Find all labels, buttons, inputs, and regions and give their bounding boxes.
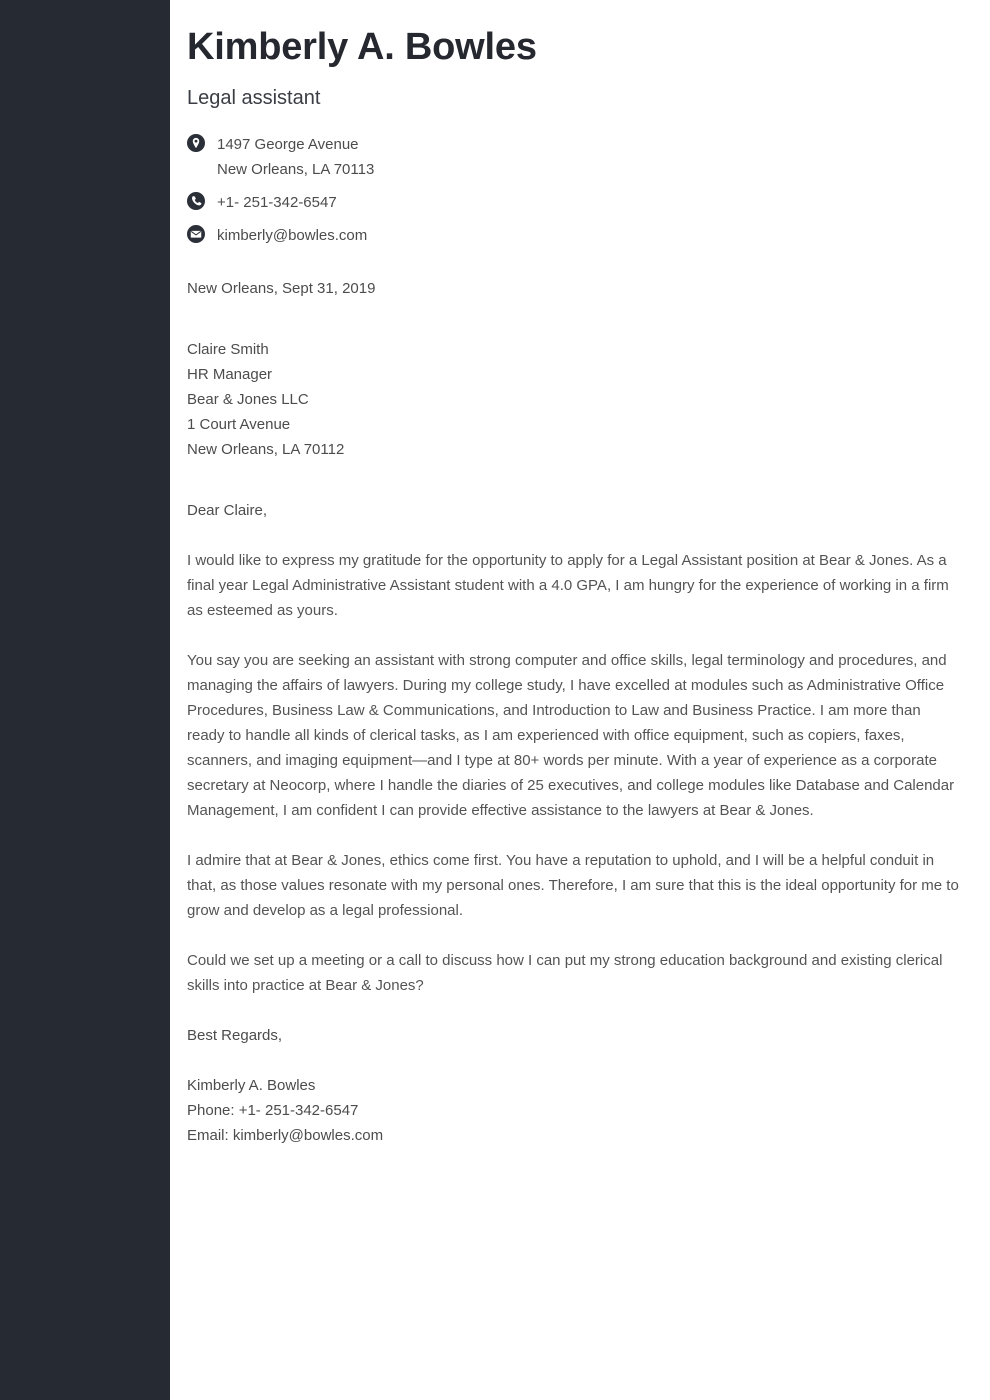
recipient-name: Claire Smith bbox=[187, 340, 269, 358]
date-line: New Orleans, Sept 31, 2019 bbox=[187, 279, 376, 297]
page-title: Kimberly A. Bowles bbox=[187, 26, 537, 68]
signature-block bbox=[187, 1073, 959, 1148]
contact-phone-text bbox=[217, 190, 337, 215]
salutation: Dear Claire, bbox=[187, 501, 268, 519]
envelope-icon bbox=[187, 225, 205, 243]
phone-icon bbox=[187, 192, 205, 210]
letter-content bbox=[170, 0, 990, 1400]
contact-address bbox=[187, 132, 959, 182]
address-line-2: New Orleans, LA 70113 bbox=[217, 160, 375, 178]
job-title: Legal assistant bbox=[187, 86, 321, 109]
recipient-block bbox=[187, 337, 959, 462]
body-paragraph-3: I admire that at Bear & Jones, ethics come first. You have a reputation to uphold, and I will be a helpful conduit in that, as those values resonate with my personal ones. Therefore, I am sure that this is the ideal opportunity for me to grow and develop as a legal professional. bbox=[187, 851, 959, 919]
signature-email: Email: kimberly@bowles.com bbox=[187, 1126, 384, 1144]
closing-line: Best Regards, bbox=[187, 1026, 283, 1044]
email-address: kimberly@bowles.com bbox=[217, 226, 368, 244]
address-line-1: 1497 George Avenue bbox=[217, 135, 359, 153]
contact-address-text bbox=[217, 132, 374, 182]
body-paragraph-1: I would like to express my gratitude for the opportunity to apply for a Legal Assistant position at Bear & Jones. As a final year Legal Administrative Assistant student with a 4.0 GPA, I am hungry for the experience of working in a firm as esteemed as yours. bbox=[187, 551, 949, 619]
recipient-company: Bear & Jones LLC bbox=[187, 390, 309, 408]
letter-body bbox=[187, 26, 959, 1148]
body-paragraph-4: Could we set up a meeting or a call to discuss how I can put my strong education background and existing clerical skills into practice at Bear & Jones? bbox=[187, 951, 943, 994]
recipient-street: 1 Court Avenue bbox=[187, 415, 291, 433]
location-pin-icon bbox=[187, 134, 205, 152]
recipient-role: HR Manager bbox=[187, 365, 273, 383]
phone-number: +1- 251-342-6547 bbox=[217, 193, 337, 211]
contact-list bbox=[187, 132, 959, 248]
sidebar-accent-bar bbox=[0, 0, 170, 1400]
contact-email-text bbox=[217, 223, 367, 248]
signature-name: Kimberly A. Bowles bbox=[187, 1076, 316, 1094]
signature-phone: Phone: +1- 251-342-6547 bbox=[187, 1101, 359, 1119]
recipient-city: New Orleans, LA 70112 bbox=[187, 440, 345, 458]
contact-phone[interactable] bbox=[187, 190, 959, 215]
body-paragraph-2: You say you are seeking an assistant with strong computer and office skills, legal terminology and procedures, and managing the affairs of lawyers. During my college study, I have excelled at modules such as Administrative Office Procedures, Business Law & Communications, and Introduction to Law and Business Practice. I am more than ready to handle all kinds of clerical tasks, as I am experienced with office equipment, such as copiers, faxes, scanners, and imaging equipment—and I type at 80+ words per minute. With a year of experience as a corporate secretary at Neocorp, where I handle the diaries of 25 executives, and college modules like Database and Calendar Management, I am confident I can provide effective assistance to the lawyers at Bear & Jones. bbox=[187, 651, 955, 819]
contact-email[interactable] bbox=[187, 223, 959, 248]
